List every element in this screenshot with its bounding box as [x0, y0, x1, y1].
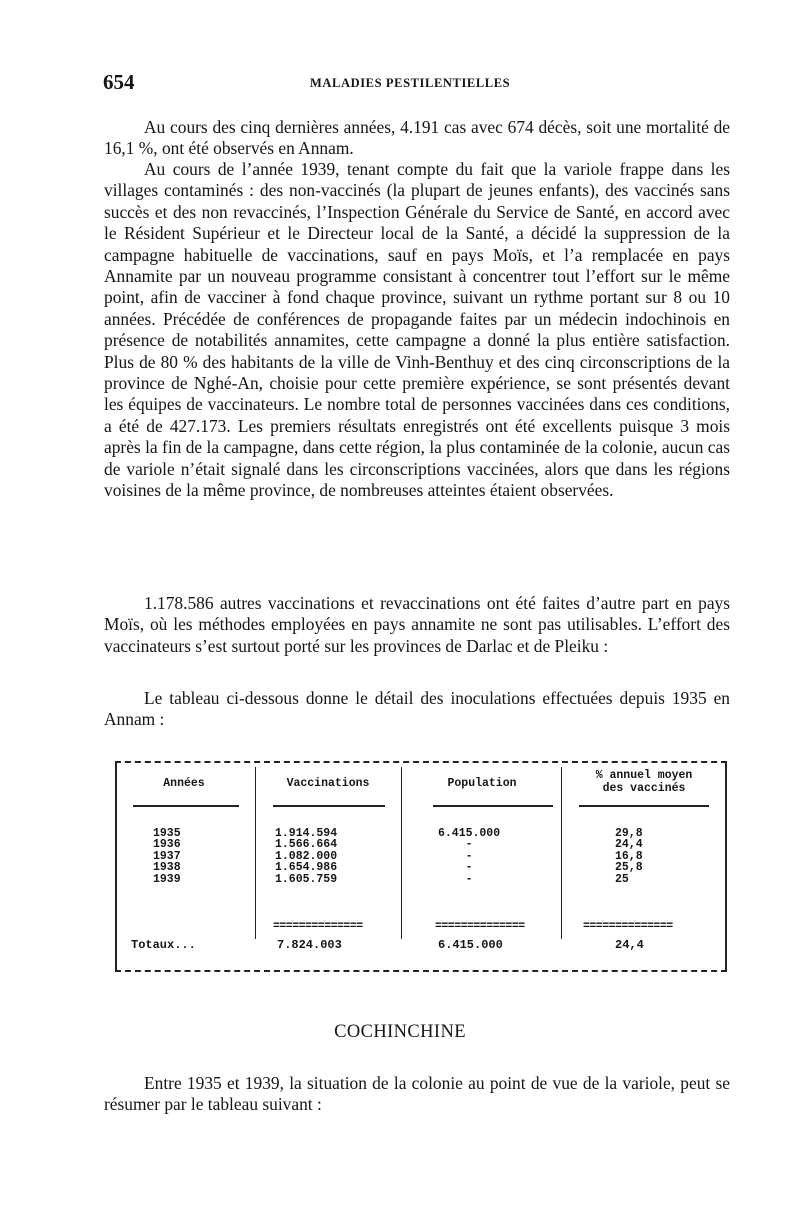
paragraph-text: Au cours des cinq dernières années, 4.191 cas avec 674 décès, soit une mortalité de 16,1 %, ont été observés en Annam. — [104, 117, 730, 159]
header-underline — [433, 805, 553, 807]
totals-population: 6.415.000 — [438, 938, 503, 952]
column-divider — [255, 767, 256, 939]
table-top-border — [115, 761, 727, 763]
table-right-border — [725, 763, 727, 970]
total-separator: ============== — [583, 920, 673, 933]
totals-label: Totaux... — [131, 938, 196, 952]
page-number: 654 — [103, 70, 135, 94]
header-vaccinations: Vaccinations — [286, 777, 370, 790]
paragraph-text: 1.178.586 autres vaccinations et revaccinations ont été faites d’autre part en pays Moïs, où les méthodes employées en pays annamite ne sont pas utilisables. L’effort des vaccinateurs s’est surtout porté sur les provinces de Darlac et de Pleiku : — [104, 593, 730, 656]
header-underline — [133, 805, 239, 807]
header-years: Années — [163, 777, 205, 790]
paragraph-campaign-1939 — [104, 159, 730, 502]
total-separator: ============== — [435, 920, 525, 933]
column-divider — [561, 767, 562, 939]
years-column: 1935 1936 1937 1938 1939 — [153, 827, 181, 886]
paragraph-pays-mois — [104, 593, 730, 657]
section-title: COCHINCHINE — [334, 1022, 466, 1042]
header-rate-line2: des vaccinés — [602, 782, 686, 795]
running-title: MALADIES PESTILENTIELLES — [310, 76, 511, 90]
paragraph-table-intro — [104, 688, 730, 731]
header-underline — [579, 805, 709, 807]
paragraph-text: Entre 1935 et 1939, la situation de la colonie au point de vue de la variole, peut se résumer par le tableau suivant : — [104, 1073, 730, 1115]
paragraph-mortality — [104, 117, 730, 160]
header-population: Population — [447, 777, 517, 790]
header-underline — [273, 805, 385, 807]
table-bottom-border — [115, 970, 727, 972]
vaccination-table — [115, 753, 727, 975]
paragraph-cochinchine — [104, 1073, 730, 1116]
vaccinations-column: 1.914.594 1.566.664 1.082.000 1.654.986 1.605.759 — [275, 827, 338, 886]
column-divider — [401, 767, 402, 939]
paragraph-text: Le tableau ci-dessous donne le détail des inoculations effectuées depuis 1935 en Annam : — [104, 688, 730, 730]
table-left-border — [115, 763, 117, 970]
totals-rate: 24,4 — [615, 938, 644, 952]
running-header — [0, 70, 800, 96]
population-column: 6.415.000 - - - - — [438, 827, 501, 886]
header-rate-line1: % annuel moyen — [595, 769, 693, 782]
paragraph-text: Au cours de l’année 1939, tenant compte du fait que la variole frappe dans les villages contaminés : des non-vaccinés (la plupart de jeunes enfants), des vaccinés sans succès et des non revaccinés, l’Inspection Générale du Service de Santé, en accord avec le Résident Supérieur et le Directeur local de la Santé, a décidé la suppression de la campagne habituelle de vaccinations, sauf en pays Moïs, et l’a remplacée en pays Annamite par un nouveau programme consistant à concentrer tout l’effort sur le même point, afin de vacciner à fond chaque province, suivant un rythme portant sur 8 ou 10 années. Précédée de conférences de propagande faites par un médecin indochinois en présence de notabilités annamites, cette campagne a donné la plus entière satisfaction. Plus de 80 % des habitants de la ville de Vinh-Benthuy et des cinq circonscriptions de la province de Nghé-An, choisie pour cette première expérience, se sont présentés devant les équipes de vaccinateurs. Le nombre total de personnes vaccinées dans ces conditions, a été de 427.173. Les premiers résultats enregistrés ont été excellents puisque 3 mois après la fin de la campagne, dans cette région, la plus contaminée de la colonie, aucun cas de variole n’était signalé dans les circonscriptions vaccinées, alors que dans les régions voisines de la même province, de nombreuses atteintes étaient observées. — [104, 159, 730, 501]
totals-vaccinations: 7.824.003 — [277, 938, 342, 952]
header-rate — [569, 769, 719, 795]
rates-column: 29,8 24,4 16,8 25,8 25 — [615, 827, 643, 886]
total-separator: ============== — [273, 920, 363, 933]
